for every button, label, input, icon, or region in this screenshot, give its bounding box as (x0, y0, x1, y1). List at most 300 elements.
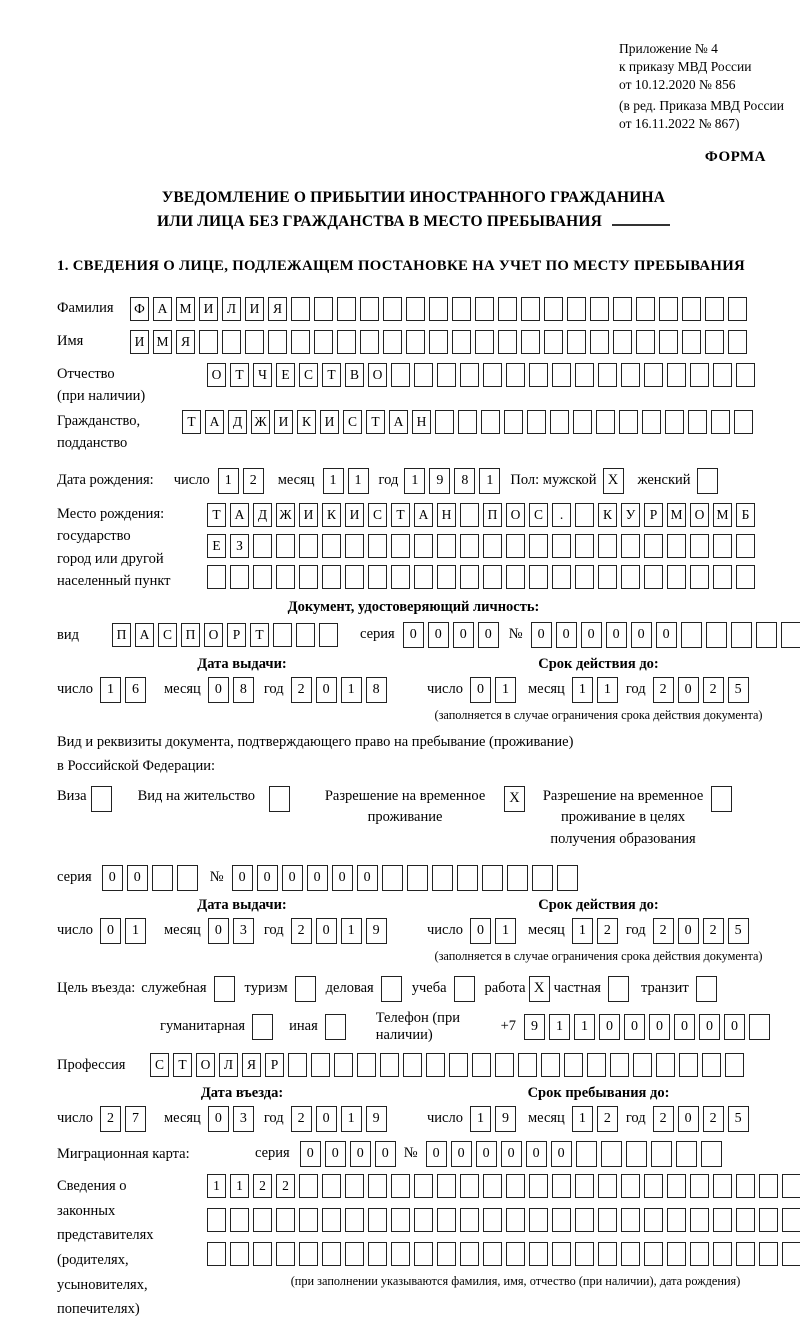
char-cell[interactable] (345, 1174, 364, 1198)
char-cell[interactable] (460, 565, 479, 589)
char-cell[interactable]: 0 (656, 622, 677, 648)
char-cell[interactable]: 1 (341, 918, 362, 944)
char-cell[interactable]: 1 (549, 1014, 570, 1040)
char-cell[interactable]: 0 (624, 1014, 645, 1040)
char-cell[interactable]: А (153, 297, 172, 321)
char-cell[interactable] (368, 1174, 387, 1198)
char-cell[interactable] (552, 1242, 571, 1266)
char-cell[interactable]: 0 (476, 1141, 497, 1167)
char-cell[interactable] (457, 865, 478, 891)
char-cell[interactable]: 0 (699, 1014, 720, 1040)
char-cell[interactable] (299, 534, 318, 558)
char-cell[interactable]: Р (265, 1053, 284, 1077)
char-cell[interactable] (690, 363, 709, 387)
char-cell[interactable] (613, 297, 632, 321)
char-cell[interactable]: П (112, 623, 131, 647)
char-cell[interactable]: А (389, 410, 408, 434)
char-cell[interactable] (759, 1174, 778, 1198)
char-cell[interactable] (736, 534, 755, 558)
char-cell[interactable] (679, 1053, 698, 1077)
char-cell[interactable]: 0 (678, 918, 699, 944)
char-cell[interactable]: Я (176, 330, 195, 354)
char-cell[interactable] (610, 1053, 629, 1077)
char-cell[interactable] (552, 565, 571, 589)
char-cell[interactable] (749, 1014, 770, 1040)
char-cell[interactable]: С (529, 503, 548, 527)
char-cell[interactable]: 0 (100, 918, 121, 944)
char-cell[interactable] (705, 330, 724, 354)
char-cell[interactable]: 8 (366, 677, 387, 703)
char-cell[interactable] (575, 534, 594, 558)
char-cell[interactable]: 1 (207, 1174, 226, 1198)
char-cell[interactable]: 0 (357, 865, 378, 891)
char-cell[interactable]: Н (437, 503, 456, 527)
char-cell[interactable] (276, 1242, 295, 1266)
char-cell[interactable] (598, 1174, 617, 1198)
char-cell[interactable]: 1 (572, 677, 593, 703)
char-cell[interactable] (713, 1242, 732, 1266)
char-cell[interactable] (713, 534, 732, 558)
char-cell[interactable] (460, 363, 479, 387)
char-cell[interactable] (651, 1141, 672, 1167)
char-cell[interactable] (435, 410, 454, 434)
char-cell[interactable]: 0 (232, 865, 253, 891)
char-cell[interactable] (633, 1053, 652, 1077)
char-cell[interactable] (296, 623, 315, 647)
char-cell[interactable] (621, 565, 640, 589)
char-cell[interactable] (688, 410, 707, 434)
char-cell[interactable]: А (205, 410, 224, 434)
char-cell[interactable] (636, 297, 655, 321)
char-cell[interactable] (596, 410, 615, 434)
char-cell[interactable] (483, 1242, 502, 1266)
char-cell[interactable] (253, 1242, 272, 1266)
char-cell[interactable] (552, 534, 571, 558)
char-cell[interactable] (319, 623, 338, 647)
char-cell[interactable] (414, 534, 433, 558)
char-cell[interactable] (527, 410, 546, 434)
char-cell[interactable] (567, 330, 586, 354)
char-cell[interactable] (345, 1208, 364, 1232)
char-cell[interactable] (667, 363, 686, 387)
char-cell[interactable]: И (130, 330, 149, 354)
char-cell[interactable]: О (690, 503, 709, 527)
char-cell[interactable] (575, 1174, 594, 1198)
char-cell[interactable]: 2 (597, 918, 618, 944)
char-cell[interactable] (711, 410, 730, 434)
char-cell[interactable] (207, 1242, 226, 1266)
char-cell[interactable] (667, 534, 686, 558)
char-cell[interactable] (207, 565, 226, 589)
char-cell[interactable]: Т (366, 410, 385, 434)
char-cell[interactable] (299, 1174, 318, 1198)
char-cell[interactable]: 1 (341, 677, 362, 703)
char-cell[interactable] (391, 1174, 410, 1198)
char-cell[interactable]: 1 (479, 468, 500, 494)
char-cell[interactable] (506, 1208, 525, 1232)
char-cell[interactable] (576, 1141, 597, 1167)
sex-male-checkbox[interactable]: X (603, 468, 624, 494)
char-cell[interactable] (345, 565, 364, 589)
char-cell[interactable]: 0 (426, 1141, 447, 1167)
char-cell[interactable] (230, 565, 249, 589)
char-cell[interactable]: 2 (291, 918, 312, 944)
char-cell[interactable] (518, 1053, 537, 1077)
char-cell[interactable] (360, 330, 379, 354)
char-cell[interactable] (276, 565, 295, 589)
char-cell[interactable]: 1 (100, 677, 121, 703)
char-cell[interactable] (506, 1174, 525, 1198)
char-cell[interactable] (644, 1208, 663, 1232)
char-cell[interactable]: 2 (653, 1106, 674, 1132)
char-cell[interactable] (598, 1208, 617, 1232)
char-cell[interactable] (681, 622, 702, 648)
char-cell[interactable] (613, 330, 632, 354)
char-cell[interactable] (529, 534, 548, 558)
char-cell[interactable] (521, 330, 540, 354)
char-cell[interactable]: У (621, 503, 640, 527)
char-cell[interactable] (475, 330, 494, 354)
char-cell[interactable] (598, 534, 617, 558)
char-cell[interactable]: Ж (251, 410, 270, 434)
char-cell[interactable] (222, 330, 241, 354)
char-cell[interactable]: 1 (341, 1106, 362, 1132)
char-cell[interactable] (322, 1208, 341, 1232)
char-cell[interactable] (782, 1242, 800, 1266)
char-cell[interactable]: П (181, 623, 200, 647)
char-cell[interactable]: Ф (130, 297, 149, 321)
char-cell[interactable] (429, 330, 448, 354)
char-cell[interactable] (495, 1053, 514, 1077)
char-cell[interactable] (575, 503, 594, 527)
char-cell[interactable] (702, 1053, 721, 1077)
char-cell[interactable] (449, 1053, 468, 1077)
char-cell[interactable] (781, 622, 800, 648)
char-cell[interactable]: 0 (678, 677, 699, 703)
char-cell[interactable] (458, 410, 477, 434)
char-cell[interactable] (273, 623, 292, 647)
char-cell[interactable] (299, 565, 318, 589)
char-cell[interactable]: 0 (316, 1106, 337, 1132)
char-cell[interactable] (529, 1242, 548, 1266)
char-cell[interactable]: С (299, 363, 318, 387)
char-cell[interactable] (437, 1174, 456, 1198)
char-cell[interactable]: 0 (325, 1141, 346, 1167)
char-cell[interactable] (736, 1208, 755, 1232)
char-cell[interactable] (690, 1242, 709, 1266)
char-cell[interactable] (759, 1242, 778, 1266)
char-cell[interactable]: 0 (581, 622, 602, 648)
char-cell[interactable]: 2 (100, 1106, 121, 1132)
char-cell[interactable] (544, 297, 563, 321)
char-cell[interactable] (690, 534, 709, 558)
char-cell[interactable] (475, 297, 494, 321)
char-cell[interactable]: 9 (495, 1106, 516, 1132)
char-cell[interactable]: 2 (703, 918, 724, 944)
char-cell[interactable]: 9 (524, 1014, 545, 1040)
char-cell[interactable]: 0 (649, 1014, 670, 1040)
char-cell[interactable] (667, 1242, 686, 1266)
char-cell[interactable]: 0 (332, 865, 353, 891)
char-cell[interactable] (460, 1174, 479, 1198)
char-cell[interactable] (507, 865, 528, 891)
char-cell[interactable]: Л (219, 1053, 238, 1077)
char-cell[interactable]: 9 (366, 1106, 387, 1132)
char-cell[interactable] (728, 330, 747, 354)
char-cell[interactable] (598, 363, 617, 387)
residence-permit-checkbox[interactable] (269, 786, 290, 812)
char-cell[interactable]: Т (391, 503, 410, 527)
char-cell[interactable]: К (322, 503, 341, 527)
char-cell[interactable] (177, 865, 198, 891)
char-cell[interactable]: Н (412, 410, 431, 434)
char-cell[interactable]: 2 (291, 677, 312, 703)
char-cell[interactable] (713, 363, 732, 387)
char-cell[interactable] (731, 622, 752, 648)
char-cell[interactable]: 2 (653, 918, 674, 944)
char-cell[interactable] (665, 410, 684, 434)
purpose-work-checkbox[interactable]: X (529, 976, 550, 1002)
char-cell[interactable] (644, 565, 663, 589)
char-cell[interactable]: 0 (556, 622, 577, 648)
char-cell[interactable] (334, 1053, 353, 1077)
temp-residence-checkbox[interactable]: X (504, 786, 525, 812)
char-cell[interactable] (782, 1174, 800, 1198)
char-cell[interactable]: 0 (127, 865, 148, 891)
char-cell[interactable] (299, 1208, 318, 1232)
char-cell[interactable] (483, 1174, 502, 1198)
char-cell[interactable]: И (274, 410, 293, 434)
char-cell[interactable]: О (196, 1053, 215, 1077)
char-cell[interactable] (642, 410, 661, 434)
char-cell[interactable]: 0 (470, 677, 491, 703)
char-cell[interactable]: 1 (572, 1106, 593, 1132)
char-cell[interactable]: Я (268, 297, 287, 321)
purpose-business-checkbox[interactable] (381, 976, 402, 1002)
char-cell[interactable]: 0 (208, 918, 229, 944)
char-cell[interactable] (682, 297, 701, 321)
char-cell[interactable]: Я (242, 1053, 261, 1077)
char-cell[interactable]: Р (227, 623, 246, 647)
char-cell[interactable] (782, 1208, 800, 1232)
char-cell[interactable] (322, 1242, 341, 1266)
char-cell[interactable] (407, 865, 428, 891)
char-cell[interactable]: 0 (501, 1141, 522, 1167)
char-cell[interactable] (337, 297, 356, 321)
char-cell[interactable]: 2 (703, 677, 724, 703)
char-cell[interactable]: Ч (253, 363, 272, 387)
char-cell[interactable]: 0 (724, 1014, 745, 1040)
char-cell[interactable]: 0 (478, 622, 499, 648)
char-cell[interactable] (644, 363, 663, 387)
char-cell[interactable] (429, 297, 448, 321)
char-cell[interactable] (483, 1208, 502, 1232)
char-cell[interactable] (667, 1174, 686, 1198)
char-cell[interactable]: И (320, 410, 339, 434)
char-cell[interactable]: 0 (428, 622, 449, 648)
char-cell[interactable] (437, 534, 456, 558)
char-cell[interactable] (621, 1208, 640, 1232)
char-cell[interactable] (621, 1174, 640, 1198)
char-cell[interactable]: 0 (282, 865, 303, 891)
char-cell[interactable]: 0 (300, 1141, 321, 1167)
char-cell[interactable] (368, 565, 387, 589)
char-cell[interactable] (701, 1141, 722, 1167)
char-cell[interactable] (391, 1208, 410, 1232)
char-cell[interactable] (437, 1242, 456, 1266)
char-cell[interactable]: 0 (316, 918, 337, 944)
char-cell[interactable]: П (483, 503, 502, 527)
char-cell[interactable]: 0 (208, 677, 229, 703)
char-cell[interactable] (573, 410, 592, 434)
char-cell[interactable]: 1 (218, 468, 239, 494)
char-cell[interactable] (368, 1242, 387, 1266)
char-cell[interactable] (357, 1053, 376, 1077)
sex-female-checkbox[interactable] (697, 468, 718, 494)
char-cell[interactable] (736, 1174, 755, 1198)
char-cell[interactable] (360, 297, 379, 321)
char-cell[interactable]: 8 (233, 677, 254, 703)
char-cell[interactable]: 0 (375, 1141, 396, 1167)
char-cell[interactable] (541, 1053, 560, 1077)
char-cell[interactable] (291, 297, 310, 321)
char-cell[interactable]: 1 (125, 918, 146, 944)
char-cell[interactable] (368, 1208, 387, 1232)
temp-residence-education-checkbox[interactable] (711, 786, 732, 812)
purpose-study-checkbox[interactable] (454, 976, 475, 1002)
char-cell[interactable] (575, 1242, 594, 1266)
char-cell[interactable] (391, 534, 410, 558)
char-cell[interactable] (472, 1053, 491, 1077)
char-cell[interactable]: К (297, 410, 316, 434)
char-cell[interactable]: С (368, 503, 387, 527)
char-cell[interactable]: 0 (674, 1014, 695, 1040)
char-cell[interactable]: М (667, 503, 686, 527)
char-cell[interactable]: И (299, 503, 318, 527)
char-cell[interactable] (253, 534, 272, 558)
char-cell[interactable]: И (245, 297, 264, 321)
char-cell[interactable] (550, 410, 569, 434)
char-cell[interactable]: 8 (454, 468, 475, 494)
char-cell[interactable] (587, 1053, 606, 1077)
char-cell[interactable]: М (153, 330, 172, 354)
char-cell[interactable]: . (552, 503, 571, 527)
char-cell[interactable]: 1 (574, 1014, 595, 1040)
char-cell[interactable] (414, 1242, 433, 1266)
char-cell[interactable]: 2 (253, 1174, 272, 1198)
char-cell[interactable]: 0 (678, 1106, 699, 1132)
char-cell[interactable]: 1 (495, 918, 516, 944)
visa-checkbox[interactable] (91, 786, 112, 812)
char-cell[interactable]: 2 (291, 1106, 312, 1132)
char-cell[interactable]: Б (736, 503, 755, 527)
char-cell[interactable]: 2 (653, 677, 674, 703)
char-cell[interactable] (552, 1174, 571, 1198)
char-cell[interactable] (498, 330, 517, 354)
char-cell[interactable]: О (368, 363, 387, 387)
char-cell[interactable] (756, 622, 777, 648)
char-cell[interactable]: И (199, 297, 218, 321)
char-cell[interactable] (713, 565, 732, 589)
char-cell[interactable] (199, 330, 218, 354)
char-cell[interactable] (483, 565, 502, 589)
char-cell[interactable] (291, 330, 310, 354)
char-cell[interactable]: 0 (470, 918, 491, 944)
char-cell[interactable]: О (506, 503, 525, 527)
char-cell[interactable] (383, 330, 402, 354)
char-cell[interactable] (426, 1053, 445, 1077)
purpose-tourism-checkbox[interactable] (295, 976, 316, 1002)
char-cell[interactable] (690, 1208, 709, 1232)
char-cell[interactable] (437, 1208, 456, 1232)
char-cell[interactable] (598, 1242, 617, 1266)
char-cell[interactable] (564, 1053, 583, 1077)
char-cell[interactable] (460, 534, 479, 558)
char-cell[interactable] (601, 1141, 622, 1167)
char-cell[interactable] (676, 1141, 697, 1167)
char-cell[interactable] (406, 330, 425, 354)
char-cell[interactable] (414, 363, 433, 387)
char-cell[interactable]: 0 (316, 677, 337, 703)
char-cell[interactable]: З (230, 534, 249, 558)
char-cell[interactable] (644, 1174, 663, 1198)
char-cell[interactable]: 0 (451, 1141, 472, 1167)
char-cell[interactable]: 0 (453, 622, 474, 648)
char-cell[interactable]: 3 (233, 1106, 254, 1132)
char-cell[interactable] (414, 565, 433, 589)
char-cell[interactable]: Т (182, 410, 201, 434)
char-cell[interactable]: А (135, 623, 154, 647)
char-cell[interactable] (230, 1242, 249, 1266)
purpose-transit-checkbox[interactable] (696, 976, 717, 1002)
char-cell[interactable] (598, 565, 617, 589)
char-cell[interactable]: 0 (599, 1014, 620, 1040)
purpose-other-checkbox[interactable] (325, 1014, 346, 1040)
char-cell[interactable]: 1 (404, 468, 425, 494)
char-cell[interactable]: 1 (230, 1174, 249, 1198)
char-cell[interactable] (207, 1208, 226, 1232)
char-cell[interactable] (152, 865, 173, 891)
char-cell[interactable]: 5 (728, 1106, 749, 1132)
char-cell[interactable] (619, 410, 638, 434)
char-cell[interactable]: 3 (233, 918, 254, 944)
char-cell[interactable] (690, 1174, 709, 1198)
char-cell[interactable] (590, 297, 609, 321)
char-cell[interactable] (552, 363, 571, 387)
char-cell[interactable] (452, 330, 471, 354)
char-cell[interactable] (460, 1242, 479, 1266)
char-cell[interactable]: 9 (429, 468, 450, 494)
char-cell[interactable] (314, 297, 333, 321)
char-cell[interactable] (406, 297, 425, 321)
char-cell[interactable] (276, 1208, 295, 1232)
char-cell[interactable]: Т (173, 1053, 192, 1077)
char-cell[interactable]: 1 (323, 468, 344, 494)
char-cell[interactable] (529, 1174, 548, 1198)
char-cell[interactable]: 2 (243, 468, 264, 494)
char-cell[interactable] (391, 1242, 410, 1266)
char-cell[interactable]: А (414, 503, 433, 527)
char-cell[interactable]: 2 (703, 1106, 724, 1132)
char-cell[interactable] (452, 297, 471, 321)
char-cell[interactable]: Т (230, 363, 249, 387)
char-cell[interactable]: 1 (495, 677, 516, 703)
char-cell[interactable]: 0 (531, 622, 552, 648)
char-cell[interactable]: 2 (276, 1174, 295, 1198)
char-cell[interactable]: 1 (348, 468, 369, 494)
char-cell[interactable] (567, 297, 586, 321)
char-cell[interactable]: Ж (276, 503, 295, 527)
